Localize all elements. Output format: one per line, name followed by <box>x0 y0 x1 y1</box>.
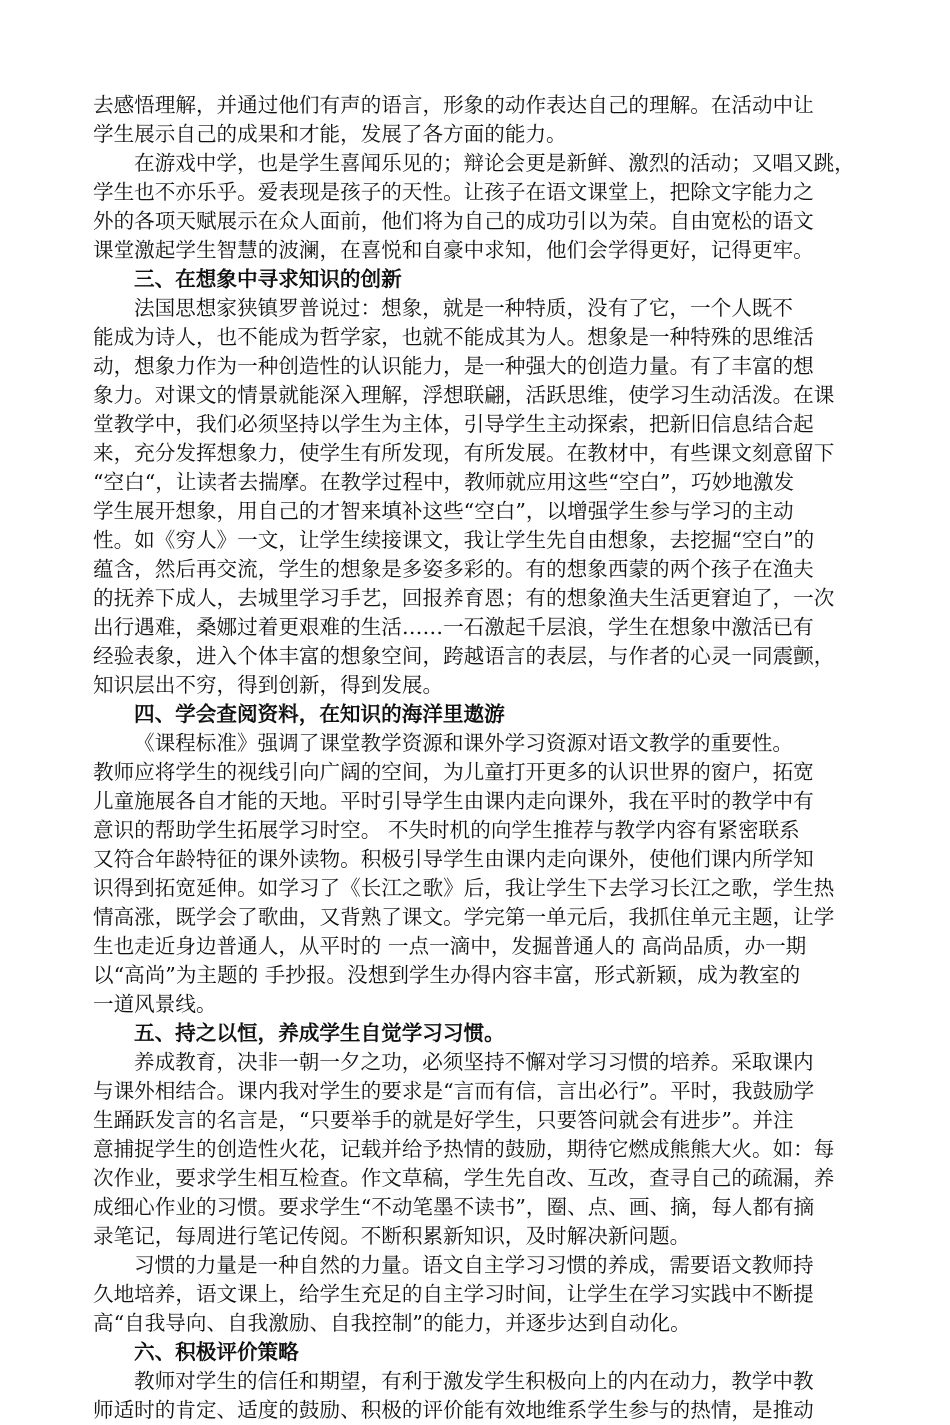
text-line: “空白“，让读者去揣摩。在教学过程中，教师就应用这些“空白”，巧妙地激发 <box>93 470 795 494</box>
text-line: 性。如《穷人》一文，让学生续接课文，我让学生先自由想象，去挖掘“空白”的 <box>93 528 815 552</box>
text-line: 录笔记，每周进行笔记传阅。不断积累新知识，及时解决新问题。 <box>93 1224 691 1248</box>
text-line: 教师应将学生的视线引向广阔的空间，为儿童打开更多的认识世界的窗户，拓宽 <box>93 760 814 784</box>
document-page <box>93 91 865 1425</box>
text-line: 的抚养下成人，去城里学习手艺，回报养育恩；有的想象渔夫生活更窘迫了，一次 <box>93 586 835 610</box>
text-line: 学生展开想象，用自己的才智来填补这些“空白”，以增强学生参与学习的主动 <box>93 499 794 523</box>
text-line: 教师对学生的信任和期望，有利于激发学生积极向上的内在动力，教学中教 <box>134 1369 814 1393</box>
text-line: 堂教学中，我们必须坚持以学生为主体，引导学生主动探索，把新旧信息结合起 <box>93 412 814 436</box>
text-line: 外的各项天赋展示在众人面前，他们将为自己的成功引以为荣。自由宽松的语文 <box>93 209 814 233</box>
text-line: 学生也不亦乐乎。爱表现是孩子的天性。让孩子在语文课堂上，把除文字能力之 <box>93 180 814 204</box>
text-line: 习惯的力量是一种自然的力量。语文自主学习习惯的养成，需要语文教师持 <box>134 1253 814 1277</box>
text-line: 蕴含，然后再交流，学生的想象是多姿多彩的。有的想象西蒙的两个孩子在渔夫 <box>93 557 814 581</box>
text-line: 出行遇难，桑娜过着更艰难的生活……一石激起千层浪，学生在想象中激活已有 <box>93 615 814 639</box>
text-line: 生踊跃发言的名言是，“只要举手的就是好学生，只要答问就会有进步”。并注 <box>93 1108 794 1132</box>
text-line: 动，想象力作为一种创造性的认识能力，是一种强大的创造力量。有了丰富的想 <box>93 354 814 378</box>
text-line: 生也走近身边普通人，从平时的 一点一滴中，发掘普通人的 高尚品质，办一期 <box>93 934 807 958</box>
text-line: 情高涨，既学会了歌曲，又背熟了课文。学完第一单元后，我抓住单元主题，让学 <box>93 905 835 929</box>
text-line: 法国思想家狭镇罗普说过：想象，就是一种特质，没有了它，一个人既不 <box>134 296 793 320</box>
text-line: 来，充分发挥想象力，使学生有所发现，有所发展。在教材中，有些课文刻意留下 <box>93 441 835 465</box>
text-line: 识得到拓宽延伸。如学习了《长江之歌》后，我让学生下去学习长江之歌，学生热 <box>93 876 835 900</box>
text-line: 意识的帮助学生拓展学习时空。 不失时机的向学生推荐与教学内容有紧密联系 <box>93 818 800 842</box>
text-line: 《课程标准》强调了课堂教学资源和课外学习资源对语文教学的重要性。 <box>134 731 793 755</box>
text-line: 课堂激起学生智慧的波澜，在喜悦和自豪中求知，他们会学得更好，记得更牢。 <box>93 238 814 262</box>
text-line: 一道风景线。 <box>93 992 217 1016</box>
text-line: 经验表象，进入个体丰富的想象空间，跨越语言的表层，与作者的心灵一同震颤， <box>93 644 835 668</box>
text-line: 能成为诗人，也不能成为哲学家，也就不能成其为人。想象是一种特殊的思维活 <box>93 325 814 349</box>
text-line: 意捕捉学生的创造性火花，记载并给予热情的鼓励，期待它燃成熊熊大火。如：每 <box>93 1137 835 1161</box>
text-line: 成细心作业的习惯。要求学生“不动笔墨不读书”，圈、点、画、摘，每人都有摘 <box>93 1195 815 1219</box>
text-line: 儿童施展各自才能的天地。平时引导学生由课内走向课外，我在平时的教学中有 <box>93 789 814 813</box>
text-line: 知识层出不穷，得到创新，得到发展。 <box>93 673 444 697</box>
section-heading: 三、在想象中寻求知识的创新 <box>134 267 402 291</box>
text-line: 象力。对课文的情景就能深入理解，浮想联翩，活跃思维，使学习生动活泼。在课 <box>93 383 835 407</box>
section-heading: 五、持之以恒，养成学生自觉学习习惯。 <box>134 1021 505 1045</box>
section-heading: 六、积极评价策略 <box>134 1340 299 1364</box>
text-line: 养成教育，决非一朝一夕之功，必须坚持不懈对学习习惯的培养。采取课内 <box>134 1050 814 1074</box>
text-line: 久地培养，语文课上，给学生充足的自主学习时间，让学生在学习实践中不断提 <box>93 1282 814 1306</box>
text-line: 在游戏中学，也是学生喜闻乐见的；辩论会更是新鲜、激烈的活动；又唱又跳， <box>134 151 855 175</box>
text-line: 去感悟理解，并通过他们有声的语言，形象的动作表达自己的理解。在活动中让 <box>93 93 814 117</box>
section-heading: 四、学会查阅资料，在知识的海洋里遨游 <box>134 702 505 726</box>
text-line: 以“高尚”为主题的 手抄报。没想到学生办得内容丰富，形式新颖，成为教室的 <box>93 963 801 987</box>
text-line: 学生展示自己的成果和才能，发展了各方面的能力。 <box>93 122 567 146</box>
text-line: 与课外相结合。课内我对学生的要求是“言而有信，言出必行”。平时，我鼓励学 <box>93 1079 815 1103</box>
text-line: 师适时的肯定、适度的鼓励、积极的评价能有效地维系学生参与的热情，是推动 <box>93 1398 814 1422</box>
text-line: 高“自我导向、自我激励、自我控制”的能力，并逐步达到自动化。 <box>93 1311 691 1335</box>
text-line: 又符合年龄特征的课外读物。积极引导学生由课内走向课外，使他们课内所学知 <box>93 847 814 871</box>
text-line: 次作业，要求学生相互检查。作文草稿，学生先自改、互改，查寻自己的疏漏，养 <box>93 1166 835 1190</box>
